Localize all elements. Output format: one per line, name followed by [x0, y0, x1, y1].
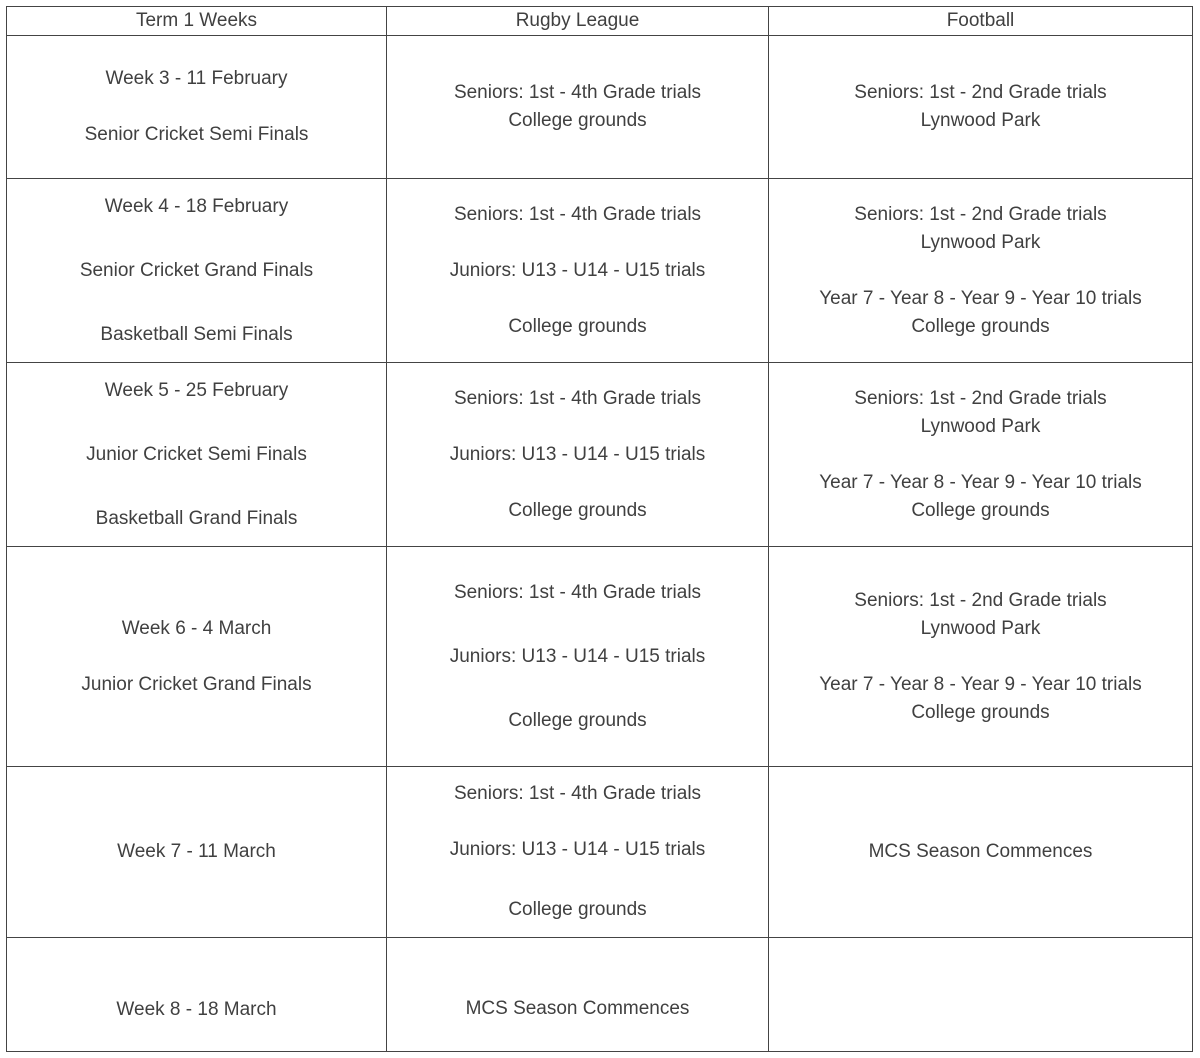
rugby-line: Juniors: U13 - U14 - U15 trials	[449, 839, 706, 860]
header-row	[7, 7, 1193, 36]
rugby-line: Seniors: 1st - 4th Grade trials	[453, 82, 702, 103]
rugby-line: Seniors: 1st - 4th Grade trials	[453, 203, 702, 225]
table-row	[7, 363, 1193, 547]
rugby-line: College grounds	[508, 709, 647, 731]
rugby-line: College grounds	[508, 499, 647, 521]
football-line: Seniors: 1st - 2nd Grade trials	[854, 203, 1107, 225]
rugby-cell	[387, 179, 769, 363]
header-football: Football	[769, 7, 1193, 36]
week-label: Week 8 - 18 March	[116, 998, 277, 1020]
rugby-line: Seniors: 1st - 4th Grade trials	[453, 783, 702, 804]
rugby-line: Juniors: U13 - U14 - U15 trials	[449, 645, 706, 667]
rugby-line: College grounds	[508, 110, 647, 131]
table-row	[7, 767, 1193, 938]
rugby-cell	[387, 363, 769, 547]
event-label: Basketball Grand Finals	[95, 507, 298, 529]
week-label: Week 3 - 11 February	[105, 68, 288, 89]
week-label: Week 7 - 11 March	[117, 841, 276, 862]
football-line: College grounds	[911, 701, 1050, 723]
table-row	[7, 36, 1193, 179]
rugby-line: Juniors: U13 - U14 - U15 trials	[449, 259, 706, 281]
football-line: Lynwood Park	[920, 110, 1041, 131]
week-label: Week 4 - 18 February	[104, 195, 289, 217]
rugby-cell	[387, 547, 769, 767]
football-line: Lynwood Park	[920, 415, 1041, 437]
schedule-table	[6, 6, 1193, 1052]
football-cell	[769, 938, 1193, 1052]
table-row	[7, 179, 1193, 363]
football-line: College grounds	[911, 315, 1050, 337]
event-label: Basketball Semi Finals	[100, 323, 293, 345]
header-term-weeks: Term 1 Weeks	[7, 7, 387, 36]
rugby-line: Seniors: 1st - 4th Grade trials	[453, 581, 702, 603]
rugby-cell	[387, 938, 769, 1052]
rugby-cell	[387, 767, 769, 938]
football-cell	[769, 179, 1193, 363]
football-line: Lynwood Park	[920, 617, 1041, 639]
week-label: Week 6 - 4 March	[121, 617, 272, 639]
rugby-line: MCS Season Commences	[465, 997, 690, 1019]
football-line: Seniors: 1st - 2nd Grade trials	[854, 589, 1107, 611]
football-line: Seniors: 1st - 2nd Grade trials	[854, 387, 1107, 409]
header-rugby-league: Rugby League	[387, 7, 769, 36]
football-line: Lynwood Park	[920, 231, 1041, 253]
rugby-line: Juniors: U13 - U14 - U15 trials	[449, 443, 706, 465]
weeks-cell	[7, 363, 387, 547]
rugby-cell	[387, 36, 769, 179]
event-label: Senior Cricket Semi Finals	[84, 124, 309, 145]
football-line: Year 7 - Year 8 - Year 9 - Year 10 trials	[819, 673, 1142, 695]
football-cell	[769, 363, 1193, 547]
table-row	[7, 938, 1193, 1052]
football-line: Seniors: 1st - 2nd Grade trials	[854, 82, 1107, 103]
weeks-cell	[7, 547, 387, 767]
football-cell	[769, 547, 1193, 767]
football-line: College grounds	[911, 499, 1050, 521]
event-label: Junior Cricket Grand Finals	[81, 673, 312, 695]
event-label: Senior Cricket Grand Finals	[79, 259, 314, 281]
event-label: Junior Cricket Semi Finals	[86, 443, 307, 465]
weeks-cell	[7, 179, 387, 363]
football-line: Year 7 - Year 8 - Year 9 - Year 10 trials	[819, 287, 1142, 309]
rugby-line: College grounds	[508, 315, 647, 337]
rugby-line: College grounds	[508, 899, 647, 920]
football-cell	[769, 36, 1193, 179]
weeks-cell	[7, 767, 387, 938]
week-label: Week 5 - 25 February	[104, 379, 289, 401]
weeks-cell	[7, 938, 387, 1052]
table-row	[7, 547, 1193, 767]
football-cell	[769, 767, 1193, 938]
football-line: Year 7 - Year 8 - Year 9 - Year 10 trials	[819, 471, 1142, 493]
football-line: MCS Season Commences	[868, 841, 1093, 862]
weeks-cell	[7, 36, 387, 179]
rugby-line: Seniors: 1st - 4th Grade trials	[453, 387, 702, 409]
